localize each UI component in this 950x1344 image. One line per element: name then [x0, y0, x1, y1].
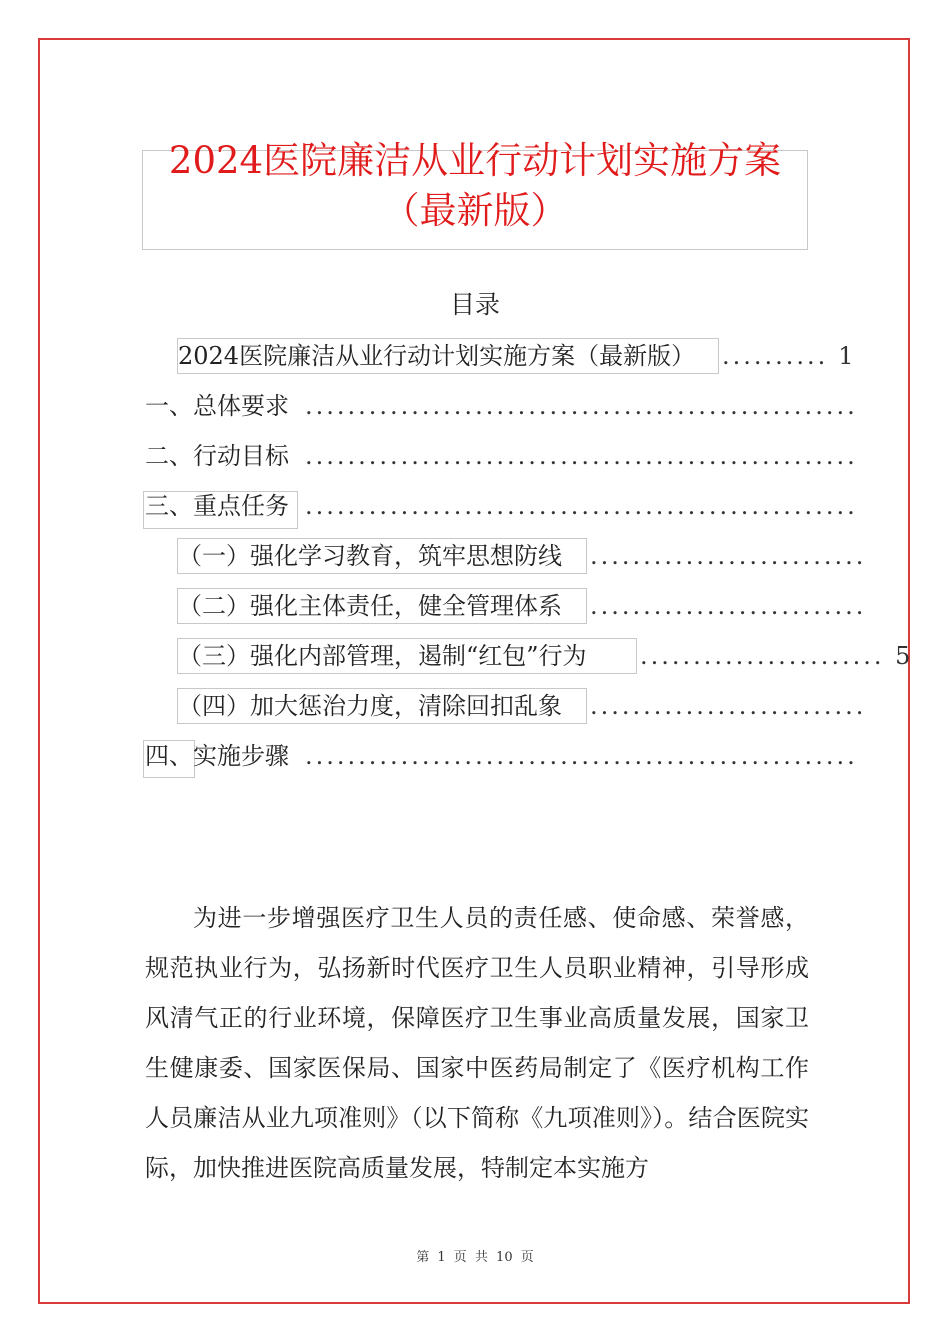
toc-entry[interactable] [0, 388, 950, 424]
toc-leader: .................................................... [305, 492, 858, 520]
toc-entry[interactable] [0, 488, 950, 524]
toc-leader: .................................................... [305, 392, 858, 420]
toc-entry-text: （三）强化内部管理，遏制“红包”行为 [177, 638, 637, 674]
intro-paragraph: 为进一步增强医疗卫生人员的责任感、使命感、荣誉感，规范执业行为，弘扬新时代医疗卫生人员职业精神，引导形成风清气正的行业环境，保障医疗卫生事业高质量发展，国家卫生健康委、国家医保局、国家中医药局制定了《医疗机构工作人员廉洁从业九项准则》（以下简称《九项准则》）。结合医院实际，加快推进医院高质量发展，特制定本实施方 [145, 904, 809, 1182]
toc-entry-text: 二、行动目标 [145, 442, 289, 470]
toc-leader: .......................... [590, 542, 867, 570]
toc-leader: .......................... [590, 592, 867, 620]
toc-entry[interactable] [0, 738, 950, 774]
toc-entry[interactable] [0, 538, 950, 574]
toc-entry[interactable] [0, 588, 950, 624]
toc-leader: ....................... 5 [640, 642, 914, 670]
toc-entry[interactable] [0, 688, 950, 724]
toc-leader: .......................... [590, 692, 867, 720]
page-footer: 第 1 页 共 10 页 [416, 1250, 534, 1265]
toc-entry-text: （一）强化学习教育，筑牢思想防线 [177, 538, 587, 574]
toc-entry-text: 2024医院廉洁从业行动计划实施方案（最新版） [177, 338, 719, 374]
document-title: 2024医院廉洁从业行动计划实施方案 [168, 139, 782, 182]
toc-entry-text: 四、实施步骤 [145, 742, 289, 770]
toc-leader: .......... 1 [722, 342, 857, 370]
toc-leader: .................................................... [305, 442, 858, 470]
toc-entry-text: 一、总体要求 [145, 392, 289, 420]
toc-entry-text: 三、重点任务 [145, 492, 289, 520]
document-title-subline: （最新版） [382, 189, 568, 232]
toc-page-number: 1 [838, 342, 857, 370]
toc-heading: 目录 [449, 290, 500, 319]
toc-entry[interactable] [0, 438, 950, 474]
toc-entry[interactable] [0, 338, 950, 374]
toc-entry-text: （四）加大惩治力度，清除回扣乱象 [177, 688, 587, 724]
toc-leader: .................................................... [305, 742, 858, 770]
toc-entry-text: （二）强化主体责任，健全管理体系 [177, 588, 587, 624]
toc-entry[interactable] [0, 638, 950, 674]
